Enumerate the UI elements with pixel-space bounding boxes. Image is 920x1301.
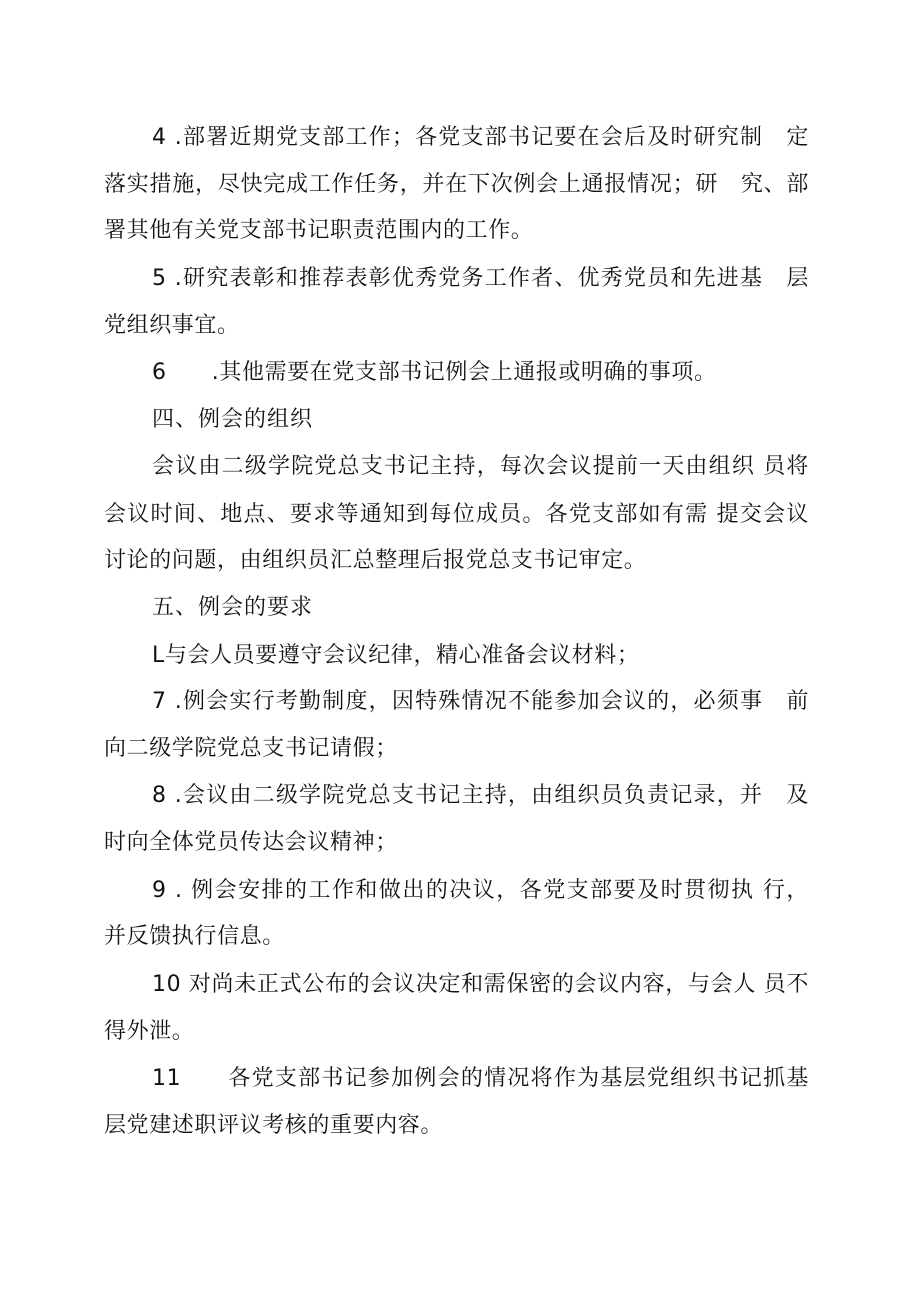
paragraph-line: 10 对尚未正式公布的会议决定和需保密的会议内容，与会人 员不 [152, 972, 809, 997]
paragraph-line: 得外泄。 [104, 1019, 195, 1044]
paragraph-line: L与会人员要遵守会议纪律，精心准备会议材料； [152, 643, 640, 668]
section-heading: 五、例会的要求 [152, 595, 314, 620]
paragraph-line: 署其他有关党支部书记职责范围内的工作。 [104, 218, 534, 243]
paragraph-line: 讨论的问题，由组织员汇总整理后报党总支书记审定。 [104, 548, 647, 573]
paragraph-line: 4 .部署近期党支部工作；各党支部书记要在会后及时研究制 定 [152, 125, 809, 150]
paragraph-line: 5 .研究表彰和推荐表彰优秀党务工作者、优秀党员和先进基 层 [152, 266, 809, 291]
paragraph-line: 会议时间、地点、要求等通知到每位成员。各党支部如有需 提交会议 [104, 502, 809, 527]
paragraph-line: 会议由二级学院党总支书记主持，每次会议提前一天由组织 员将 [152, 454, 809, 479]
paragraph-line: 时向全体党员传达会议精神； [104, 830, 398, 855]
paragraph-line: 向二级学院党总支书记请假； [104, 736, 398, 761]
paragraph-line: 落实措施，尽快完成工作任务，并在下次例会上通报情况；研 究、部 [104, 172, 809, 197]
paragraph-line: 9 . 例会安排的工作和做出的决议，各党支部要及时贯彻执 行， [152, 878, 809, 903]
paragraph-line: 8 .会议由二级学院党总支书记主持，由组织员负责记录，并 及 [152, 783, 809, 808]
paragraph-line: 党组织事宜。 [104, 313, 240, 338]
paragraph-line: 并反馈执行信息。 [104, 924, 285, 949]
paragraph-line: 6 .其他需要在党支部书记例会上通报或明确的事项。 [152, 360, 717, 385]
paragraph-line: 11 各党支部书记参加例会的情况将作为基层党组织书记抓基 [152, 1066, 809, 1091]
paragraph-line: 层党建述职评议考核的重要内容。 [104, 1113, 444, 1138]
section-heading: 四、例会的组织 [152, 407, 314, 432]
paragraph-line: 7 .例会实行考勤制度，因特殊情况不能参加会议的，必须事 前 [152, 689, 809, 714]
